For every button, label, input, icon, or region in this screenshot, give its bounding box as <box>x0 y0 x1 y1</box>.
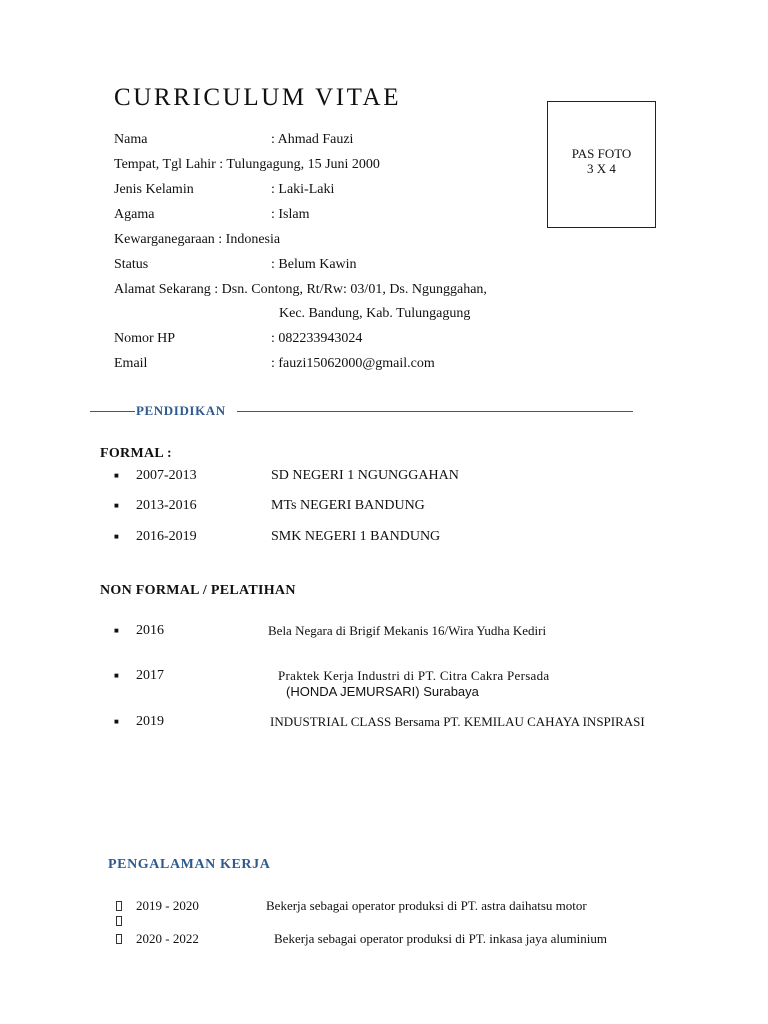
section-rule-right <box>237 411 633 412</box>
formal-years: 2016-2019 <box>136 529 197 544</box>
document-title: CURRICULUM VITAE <box>114 84 402 111</box>
experience-desc: Bekerja sebagai operator produksi di PT. astra daihatsu motor <box>266 898 587 913</box>
formal-school: SMK NEGERI 1 BANDUNG <box>271 529 441 544</box>
ttl-line: Tempat, Tgl Lahir : Tulungagung, 15 Juni 2000 <box>114 157 380 172</box>
jenis-kelamin-label: Jenis Kelamin <box>114 182 194 197</box>
bullet-icon: ■ <box>114 471 119 480</box>
formal-years: 2007-2013 <box>136 468 197 483</box>
formal-school: SD NEGERI 1 NGUNGGAHAN <box>271 468 459 483</box>
nama-value: : Ahmad Fauzi <box>271 132 354 147</box>
box-bullet-icon <box>116 901 122 911</box>
photo-label-line2: 3 X 4 <box>587 161 616 176</box>
formal-heading: FORMAL : <box>100 446 173 461</box>
bullet-icon: ■ <box>114 532 119 541</box>
alamat-line1: Alamat Sekarang : Dsn. Contong, Rt/Rw: 03/01, Ds. Ngunggahan, <box>114 282 487 297</box>
formal-years: 2013-2016 <box>136 498 197 513</box>
photo-label-line1: PAS FOTO <box>571 146 632 161</box>
bullet-icon: ■ <box>114 671 119 680</box>
nonformal-desc-line2: (HONDA JEMURSARI) Surabaya <box>286 684 479 699</box>
jenis-kelamin-value: : Laki-Laki <box>271 182 335 197</box>
alamat-line2: Kec. Bandung, Kab. Tulungagung <box>279 306 471 321</box>
status-label: Status <box>114 257 149 272</box>
photo-placeholder <box>547 101 656 228</box>
nonformal-desc: INDUSTRIAL CLASS Bersama PT. KEMILAU CAHAYA INSPIRASI <box>270 714 645 729</box>
nonformal-year: 2019 <box>136 714 164 729</box>
nonformal-year: 2017 <box>136 668 164 683</box>
nonformal-year: 2016 <box>136 623 164 638</box>
agama-label: Agama <box>114 207 155 222</box>
pengalaman-heading: PENGALAMAN KERJA <box>108 857 271 872</box>
nama-label: Nama <box>114 132 148 147</box>
nomor-hp-label: Nomor HP <box>114 331 176 346</box>
email-label: Email <box>114 356 148 371</box>
kewarganegaraan-line: Kewarganegaraan : Indonesia <box>114 232 281 247</box>
section-rule-left <box>90 411 135 412</box>
bullet-icon: ■ <box>114 717 119 726</box>
experience-desc: Bekerja sebagai operator produksi di PT. inkasa jaya aluminium <box>274 931 607 946</box>
photo-label <box>548 146 655 176</box>
box-bullet-icon <box>116 916 122 926</box>
agama-value: : Islam <box>271 207 310 222</box>
box-bullet-icon <box>116 934 122 944</box>
nomor-hp-value: : 082233943024 <box>271 331 363 346</box>
email-value: : fauzi15062000@gmail.com <box>271 356 435 371</box>
bullet-icon: ■ <box>114 501 119 510</box>
experience-years: 2020 - 2022 <box>136 931 199 946</box>
nonformal-heading: NON FORMAL / PELATIHAN <box>100 583 296 598</box>
nonformal-desc: Praktek Kerja Industri di PT. Citra Cakra Persada <box>278 668 550 683</box>
formal-school: MTs NEGERI BANDUNG <box>271 498 425 513</box>
nonformal-desc: Bela Negara di Brigif Mekanis 16/Wira Yudha Kediri <box>268 623 547 638</box>
pendidikan-heading: PENDIDIKAN <box>136 403 226 418</box>
experience-years: 2019 - 2020 <box>136 898 199 913</box>
status-value: : Belum Kawin <box>271 257 357 272</box>
bullet-icon: ■ <box>114 626 119 635</box>
